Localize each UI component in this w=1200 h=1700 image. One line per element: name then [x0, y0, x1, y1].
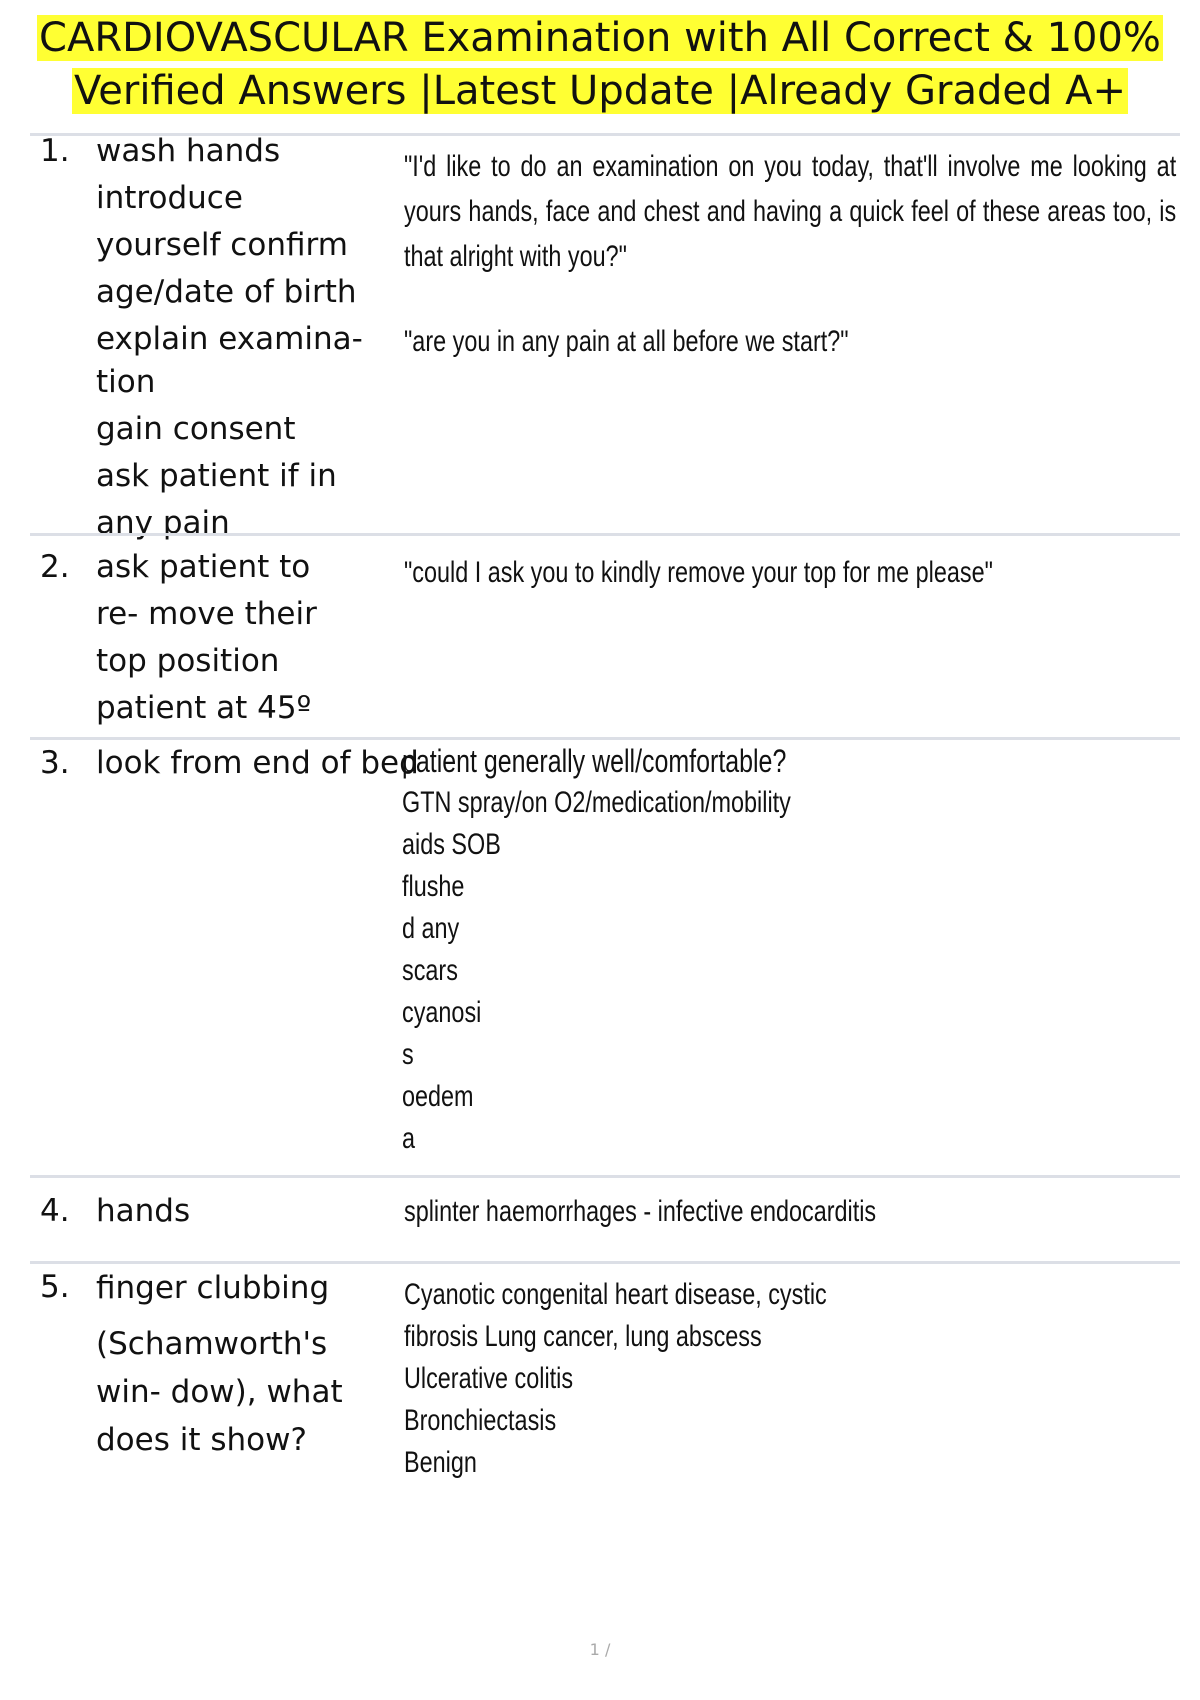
answer-line: "could I ask you to kindly remove your top for me please"	[404, 556, 993, 589]
term-line: gain consent	[96, 411, 296, 447]
answer-line: scars	[402, 954, 458, 987]
term-line: yourself confirm	[96, 227, 348, 263]
term-line: explain examina-	[96, 321, 363, 357]
answer-line: a	[402, 1122, 416, 1155]
card-number: 3.	[40, 745, 70, 781]
term-line: age/date of birth	[96, 274, 357, 310]
term-line: ask patient to	[96, 549, 311, 585]
answer-line: Ulcerative colitis	[404, 1362, 574, 1395]
answer-line: "I'd like to do an examination on you today, that'll involve me looking at yours hands, face and chest and having a quick feel of these areas too, is that alright with you?"	[404, 150, 1177, 273]
term-line: hands	[96, 1193, 191, 1229]
answer-line: Bronchiectasis	[404, 1404, 557, 1437]
answer-line: flushe	[402, 870, 465, 903]
document-title	[0, 12, 1200, 118]
flashcard-row-4	[30, 1175, 1180, 1264]
card-answer	[404, 1274, 1009, 1484]
answer-line: d any	[402, 912, 460, 945]
term-line: any pain	[96, 505, 230, 541]
answer-line: oedem	[402, 1080, 474, 1113]
card-answer	[404, 144, 1176, 364]
flashcard-row-5	[30, 1261, 1180, 1604]
term-line: finger clubbing	[96, 1270, 330, 1306]
answer-line: Benign	[404, 1446, 477, 1479]
card-number: 2.	[40, 549, 70, 585]
card-term	[96, 128, 396, 547]
card-term	[96, 1264, 396, 1464]
term-line: re- move their	[96, 596, 317, 632]
answer-line: Cyanotic congenital heart disease, cystic	[404, 1278, 827, 1311]
term-line: wash hands	[96, 133, 281, 169]
term-line: ask patient if in	[96, 458, 337, 494]
card-number: 5.	[40, 1269, 70, 1305]
card-answer	[404, 1189, 1009, 1234]
card-number: 4.	[40, 1193, 70, 1229]
answer-line: patient generally well/comfortable?	[402, 743, 787, 779]
term-line: tion	[96, 364, 156, 400]
page-number: 1 /	[589, 1640, 611, 1659]
term-line: top position	[96, 643, 280, 679]
card-term	[96, 544, 396, 732]
answer-line: fibrosis Lung cancer, lung abscess	[404, 1320, 762, 1353]
answer-line: "are you in any pain at all before we start?"	[404, 325, 849, 358]
answer-line: GTN spray/on O2/medication/mobility	[402, 786, 791, 819]
term-line: patient at 45º	[96, 690, 312, 726]
answer-line: splinter haemorrhages - infective endocarditis	[404, 1195, 877, 1228]
answer-line: cyanosi	[402, 996, 482, 1029]
flashcard-row-3	[30, 737, 1180, 1178]
term-line: (Schamworth's	[96, 1326, 328, 1362]
term-line: introduce	[96, 180, 243, 216]
term-line: look from end of bed	[96, 745, 419, 781]
title-line-1: CARDIOVASCULAR Examination with All Correct & 100%	[39, 15, 1161, 61]
term-line: win- dow), what	[96, 1374, 343, 1410]
card-term	[96, 740, 419, 787]
flashcard-row-2	[30, 533, 1180, 740]
flashcard-row-1	[30, 133, 1180, 541]
card-number: 1.	[40, 133, 70, 169]
term-line: does it show?	[96, 1422, 307, 1458]
answer-line: s	[402, 1038, 414, 1071]
title-line-2: Verified Answers |Latest Update |Already Graded A+	[74, 68, 1126, 114]
answer-line: aids SOB	[402, 828, 501, 861]
card-answer	[404, 550, 1009, 595]
card-answer	[402, 740, 1007, 1160]
card-term	[96, 1188, 396, 1235]
